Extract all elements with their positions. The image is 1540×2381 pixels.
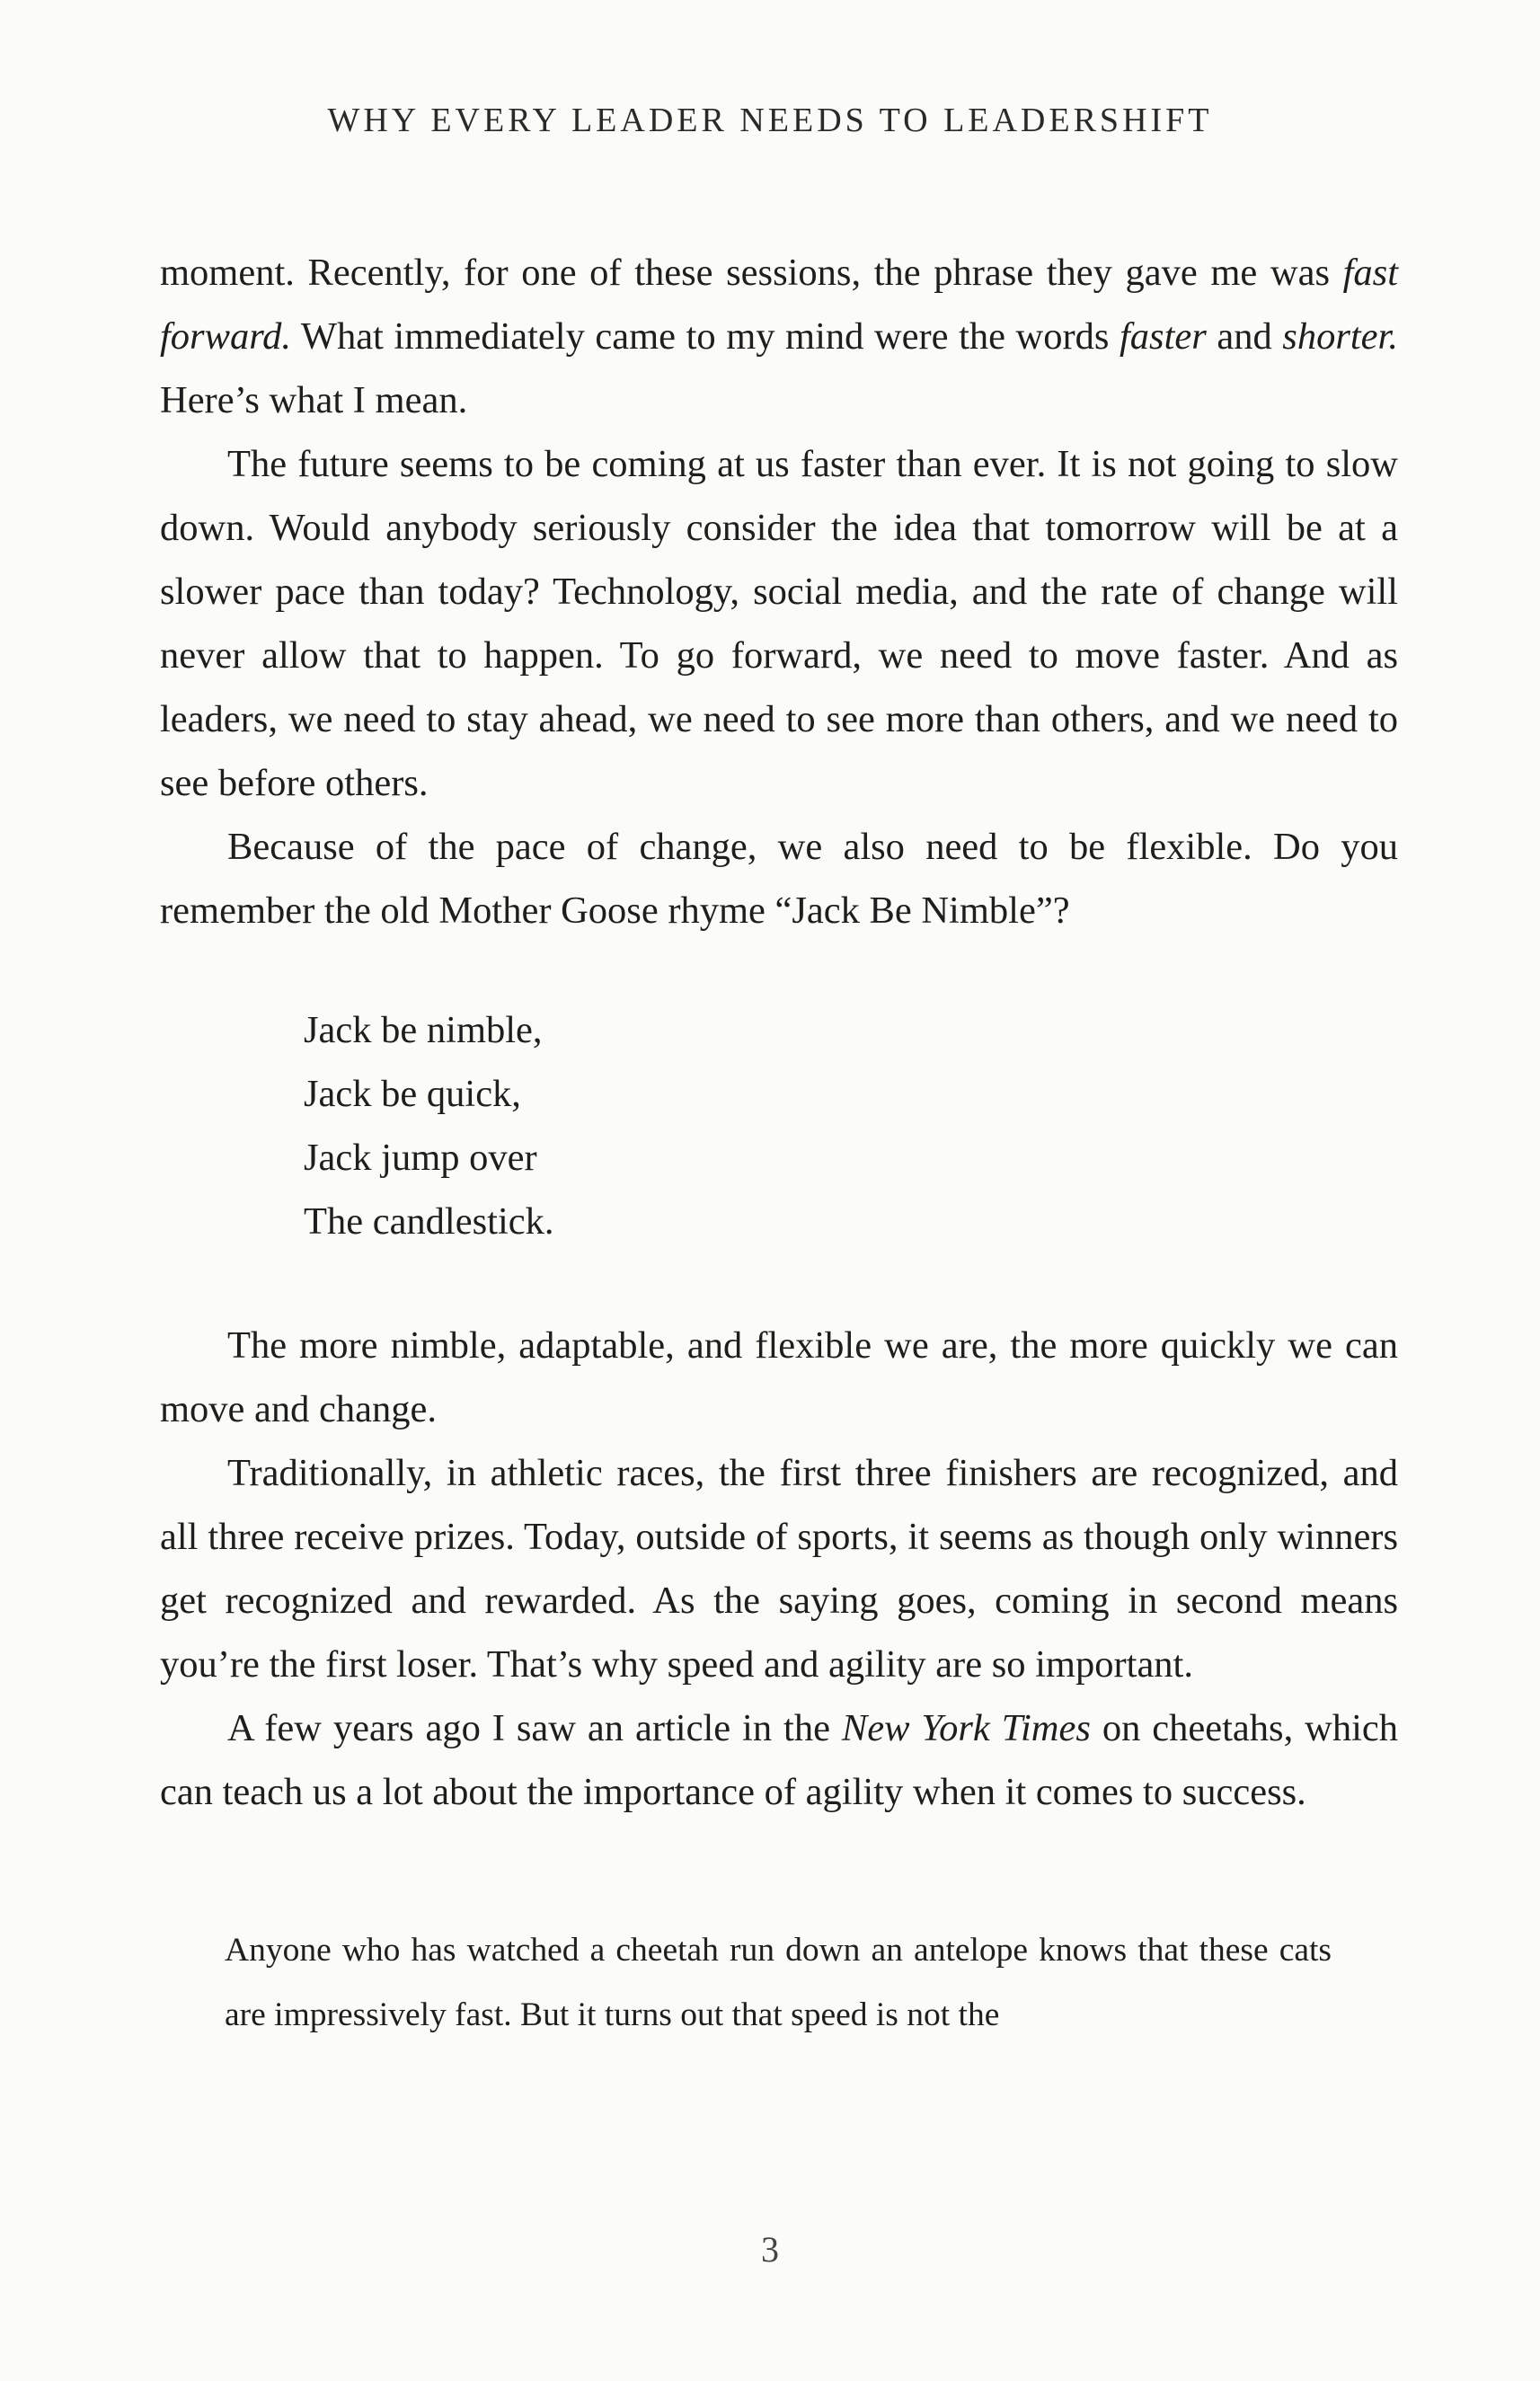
italic-new-york-times: New York Times bbox=[841, 1707, 1091, 1749]
paragraph-1-text-c: and bbox=[1206, 315, 1283, 358]
nursery-rhyme bbox=[304, 998, 1398, 1253]
paragraph-6-text-b: on cheetahs, which can teach us a lot about the importance of agility when it comes to success. bbox=[160, 1707, 1399, 1813]
paragraph-4: The more nimble, adaptable, and flexible we are, the more quickly we can move and change. bbox=[160, 1324, 1398, 1430]
italic-faster: faster bbox=[1120, 315, 1207, 358]
paragraph-2: The future seems to be coming at us faster than ever. It is not going to slow down. Would anybody seriously consider the idea that tomorrow will be at a slower pace than today? Technology, social media, and the rate of change will never allow that to happen. To go forward, we need to move faster. And as leaders, we need to stay ahead, we need to see more than others, and we need to see before others. bbox=[160, 443, 1398, 804]
paragraph-1 bbox=[160, 241, 1398, 432]
poem-line: The candlestick. bbox=[304, 1200, 554, 1243]
block-quote-text: Anyone who has watched a cheetah run down an antelope knows that these cats are impressively fast. But it turns out that speed is not the bbox=[225, 1932, 1332, 2033]
italic-fast-forward: fast forward. bbox=[160, 252, 1398, 358]
paragraph-3: Because of the pace of change, we also need to be flexible. Do you remember the old Mother Goose rhyme “Jack Be Nimble”? bbox=[160, 826, 1398, 932]
paragraph-5: Traditionally, in athletic races, the first three finishers are recognized, and all three receive prizes. Today, outside of sports, it seems as though only winners get recognized and rewarded. As the saying goes, coming in second means you’re the first loser. That’s why speed and agility are so important. bbox=[160, 1452, 1398, 1686]
paragraph-1-text-d: Here’s what I mean. bbox=[160, 379, 468, 421]
poem-line: Jack be nimble, bbox=[304, 1009, 543, 1051]
paragraph-1-text-a: moment. Recently, for one of these sessions, the phrase they gave me was bbox=[160, 252, 1343, 294]
paragraph-6-text-a: A few years ago I saw an article in the bbox=[227, 1707, 842, 1749]
paragraph-1-text-b: What immediately came to my mind were the words bbox=[291, 315, 1120, 358]
poem-line: Jack jump over bbox=[304, 1137, 537, 1179]
page-number: 3 bbox=[761, 2229, 779, 2270]
italic-shorter: shorter. bbox=[1282, 315, 1398, 358]
body-text bbox=[160, 241, 1398, 2048]
paragraph-6 bbox=[160, 1696, 1398, 1824]
running-head: WHY EVERY LEADER NEEDS TO LEADERSHIFT bbox=[327, 102, 1213, 139]
poem-line: Jack be quick, bbox=[304, 1073, 521, 1115]
block-quote bbox=[225, 1918, 1332, 2048]
